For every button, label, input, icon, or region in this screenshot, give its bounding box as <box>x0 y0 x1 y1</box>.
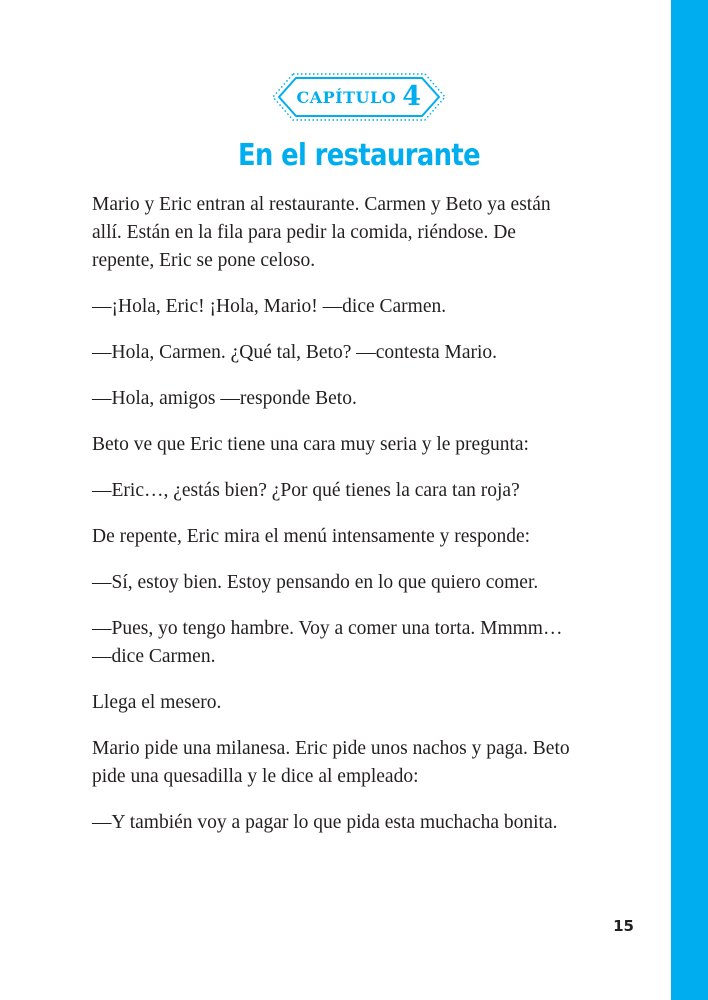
paragraph <box>92 477 632 505</box>
chapter-badge <box>271 72 447 122</box>
body-text <box>92 191 632 855</box>
text-line: —Hola, Carmen. ¿Qué tal, Beto? —contesta Mario. <box>92 342 498 363</box>
text-line: —Sí, estoy bien. Estoy pensando en lo que quiero comer. <box>92 572 539 593</box>
text-line: —Hola, amigos —responde Beto. <box>92 388 357 409</box>
paragraph <box>92 431 632 459</box>
text-line: De repente, Eric mira el menú intensamente y responde: <box>92 526 531 547</box>
side-color-bar <box>671 0 708 1000</box>
text-line: pide una quesadilla y le dice al empleado: <box>92 766 419 787</box>
paragraph <box>92 339 632 367</box>
paragraph <box>92 385 632 413</box>
text-line: Mario y Eric entran al restaurante. Carmen y Beto ya están <box>92 194 551 215</box>
page-number: 15 <box>613 917 634 935</box>
paragraph <box>92 191 632 275</box>
text-line: Mario pide una milanesa. Eric pide unos nachos y paga. Beto <box>92 738 570 759</box>
text-line: —Pues, yo tengo hambre. Voy a comer una torta. Mmmm… <box>92 618 563 639</box>
text-line: repente, Eric se pone celoso. <box>92 250 316 271</box>
chapter-word: CAPÍTULO <box>296 88 397 107</box>
paragraph <box>92 615 632 671</box>
text-line: Llega el mesero. <box>92 692 222 713</box>
chapter-number: 4 <box>402 81 422 112</box>
text-line: —Eric…, ¿estás bien? ¿Por qué tienes la cara tan roja? <box>92 480 520 501</box>
text-line: Beto ve que Eric tiene una cara muy seria y le pregunta: <box>92 434 529 455</box>
text-line: allí. Están en la fila para pedir la comida, riéndose. De <box>92 222 516 243</box>
text-line: —¡Hola, Eric! ¡Hola, Mario! —dice Carmen. <box>92 296 447 317</box>
paragraph <box>92 689 632 717</box>
text-line: —Y también voy a pagar lo que pida esta muchacha bonita. <box>92 812 558 833</box>
text-line: —dice Carmen. <box>92 646 216 667</box>
paragraph <box>92 523 632 551</box>
chapter-title: En el restaurante <box>237 138 481 173</box>
chapter-label <box>271 72 447 122</box>
paragraph <box>92 809 632 837</box>
paragraph <box>92 569 632 597</box>
paragraph <box>92 735 632 791</box>
paragraph <box>92 293 632 321</box>
